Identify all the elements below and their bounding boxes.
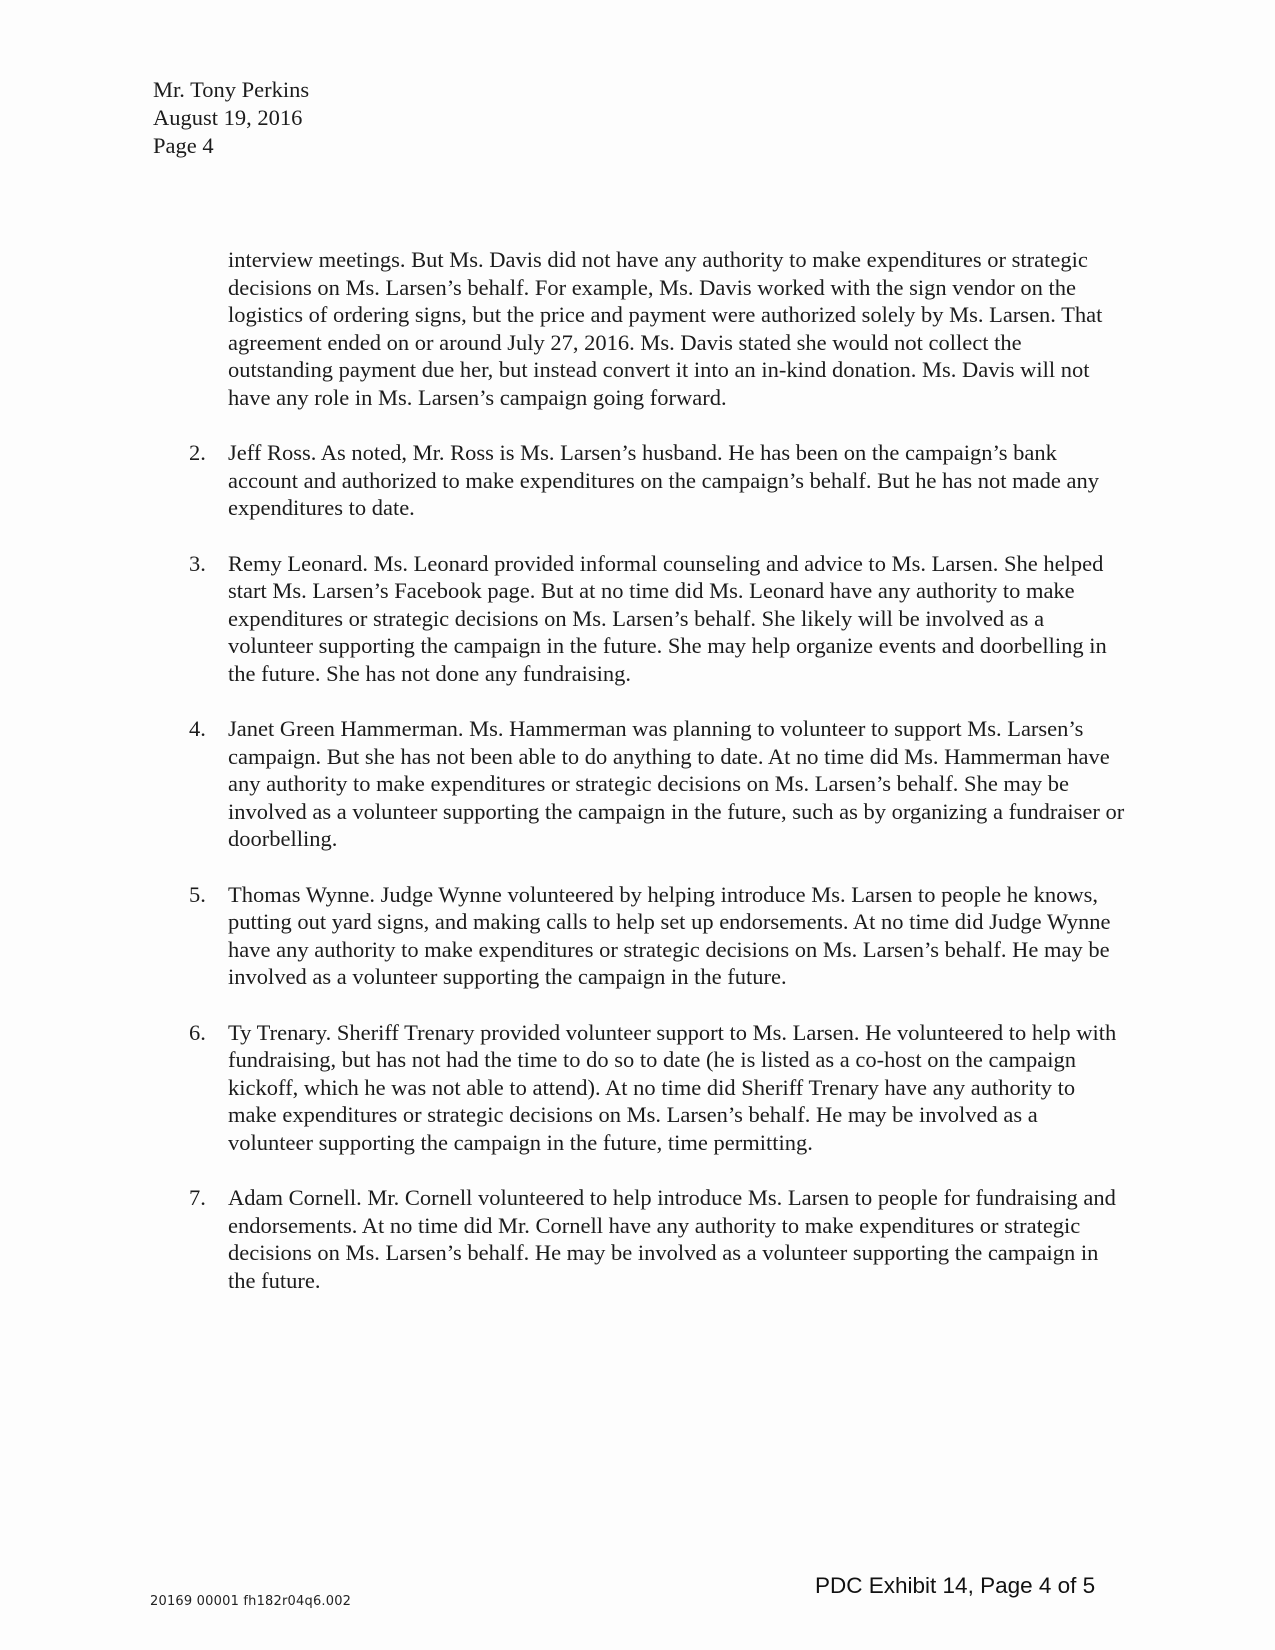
list-item-text: Ty Trenary. Sheriff Trenary provided volunteer support to Ms. Larsen. He volunteered to help with fundraising, but has not had the time to do so to date (he is listed as a co-host on the campaign kickoff, which he was not able to attend). At no time did Sheriff Trenary have any authority to make expenditures or strategic decisions on Ms. Larsen’s behalf. He may be involved as a volunteer supporting the campaign in the future, time permitting. [228,1019,1117,1155]
list-item-text: Janet Green Hammerman. Ms. Hammerman was planning to volunteer to support Ms. Larsen’s campaign. But she has not been able to do anything to date. At no time did Ms. Hammerman have any authority to make expenditures or strategic decisions on Ms. Larsen’s behalf. She may be involved as a volunteer supporting the campaign in the future, such as by organizing a fundraiser or doorbelling. [228,716,1125,852]
recipient-name: Mr. Tony Perkins [153,77,310,102]
list-item [189,881,1125,991]
letter-body [189,246,1129,1295]
list-item-text: Jeff Ross. As noted, Mr. Ross is Ms. Larsen’s husband. He has been on the campaign’s bank account and authorized to make expenditures on the campaign’s behalf. But he has not made any expenditures to date. [228,440,1099,521]
document-id: 20169 00001 fh182r04q6.002 [150,1594,352,1609]
list-item-number: 6. [189,1019,206,1045]
list-item-text: Remy Leonard. Ms. Leonard provided informal counseling and advice to Ms. Larsen. She helped start Ms. Larsen’s Facebook page. But at no time did Ms. Leonard have any authority to make expenditures or strategic decisions on Ms. Larsen’s behalf. She likely will be involved as a volunteer supporting the campaign in the future. She may help organize events and doorbelling in the future. She has not done any fundraising. [228,550,1107,686]
list-item [189,1019,1125,1157]
list-item-text: Adam Cornell. Mr. Cornell volunteered to help introduce Ms. Larsen to people for fundraising and endorsements. At no time did Mr. Cornell have any authority to make expenditures or strategic decisions on Ms. Larsen’s behalf. He may be involved as a volunteer supporting the campaign in the future. [228,1185,1116,1293]
list-item [189,439,1125,522]
letter-header [153,76,309,160]
letter-date: August 19, 2016 [153,105,303,130]
page-number: Page 4 [153,133,214,158]
continuation-paragraph: interview meetings. But Ms. Davis did not have any authority to make expenditures or strategic decisions on Ms. Larsen’s behalf. For example, Ms. Davis worked with the sign vendor on the logistics of ordering signs, but the price and payment were authorized solely by Ms. Larsen. That agreement ended on or around July 27, 2016. Ms. Davis stated she would not collect the outstanding payment due her, but instead convert it into an in-kind donation. Ms. Davis will not have any role in Ms. Larsen’s campaign going forward. [228,247,1103,410]
list-item-text: Thomas Wynne. Judge Wynne volunteered by helping introduce Ms. Larsen to people he knows, putting out yard signs, and making calls to help set up endorsements. At no time did Judge Wynne have any authority to make expenditures or strategic decisions on Ms. Larsen’s behalf. He may be involved as a volunteer supporting the campaign in the future. [228,881,1111,990]
list-item [189,550,1125,688]
list-item [189,715,1125,853]
list-item-number: 4. [189,716,206,742]
list-item-number: 7. [189,1185,206,1211]
list-item-number: 5. [189,881,206,907]
list-item [189,1184,1125,1294]
exhibit-label: PDC Exhibit 14, Page 4 of 5 [815,1573,1096,1598]
list-item-number: 2. [189,440,206,466]
list-item-number: 3. [189,550,206,576]
